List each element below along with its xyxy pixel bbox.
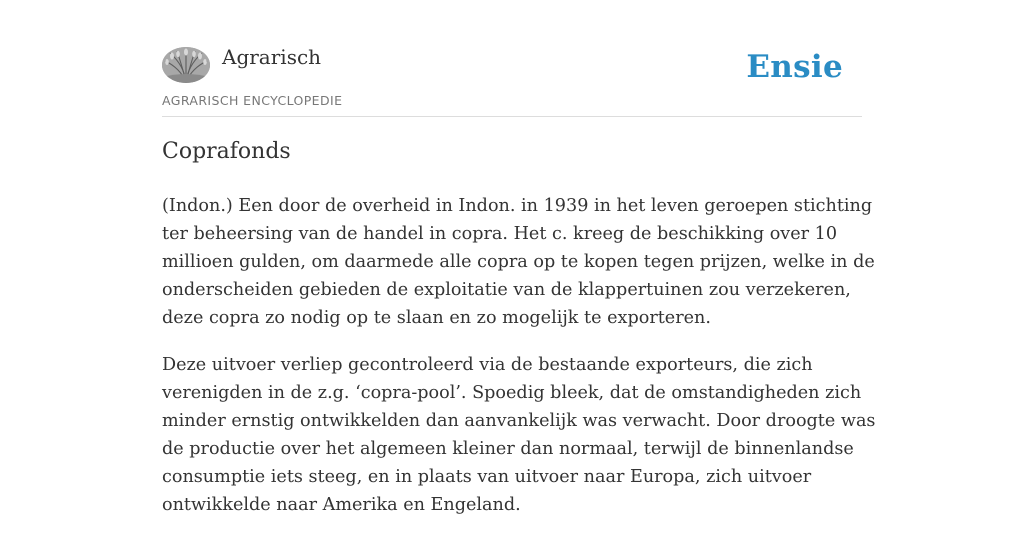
- text-line: consumptie iets steeg, en in plaats van uitvoer naar Europa, zich uitvoer: [162, 467, 812, 487]
- text-line: minder ernstig ontwikkelden dan aanvankelijk was verwacht. Door droogte was: [162, 411, 876, 431]
- text-line: ontwikkelde naar Amerika en Engeland.: [162, 495, 521, 515]
- paragraph-1: [162, 192, 875, 332]
- header: [162, 0, 862, 117]
- text-line: onderscheiden gebieden de exploitatie van de klappertuinen zou verzekeren,: [162, 280, 851, 300]
- text-line: verenigden in de z.g. ‘copra-pool’. Spoedig bleek, dat de omstandigheden zich: [162, 383, 862, 403]
- text-line: de productie over het algemeen kleiner dan normaal, terwijl de binnenlandse: [162, 439, 854, 459]
- text-line: deze copra zo nodig op te slaan en zo mogelijk te exporteren.: [162, 308, 711, 328]
- source-subtitle: AGRARISCH ENCYCLOPEDIE: [162, 93, 343, 108]
- source-name[interactable]: Agrarisch: [222, 45, 322, 69]
- text-line: ter beheersing van de handel in copra. Het c. kreeg de beschikking over 10: [162, 224, 838, 244]
- article-title: Coprafonds: [162, 139, 291, 164]
- article-body: [162, 192, 876, 538]
- wheat-logo-icon[interactable]: [162, 47, 210, 83]
- text-line: millioen gulden, om daarmede alle copra op te kopen tegen prijzen, welke in de: [162, 252, 875, 272]
- paragraph-2: [162, 351, 876, 519]
- brand-logo[interactable]: Ensie: [746, 49, 843, 85]
- text-line: Deze uitvoer verliep gecontroleerd via de bestaande exporteurs, die zich: [162, 355, 813, 375]
- text-line: (Indon.) Een door de overheid in Indon. in 1939 in het leven geroepen stichting: [162, 196, 873, 216]
- page: [162, 0, 876, 515]
